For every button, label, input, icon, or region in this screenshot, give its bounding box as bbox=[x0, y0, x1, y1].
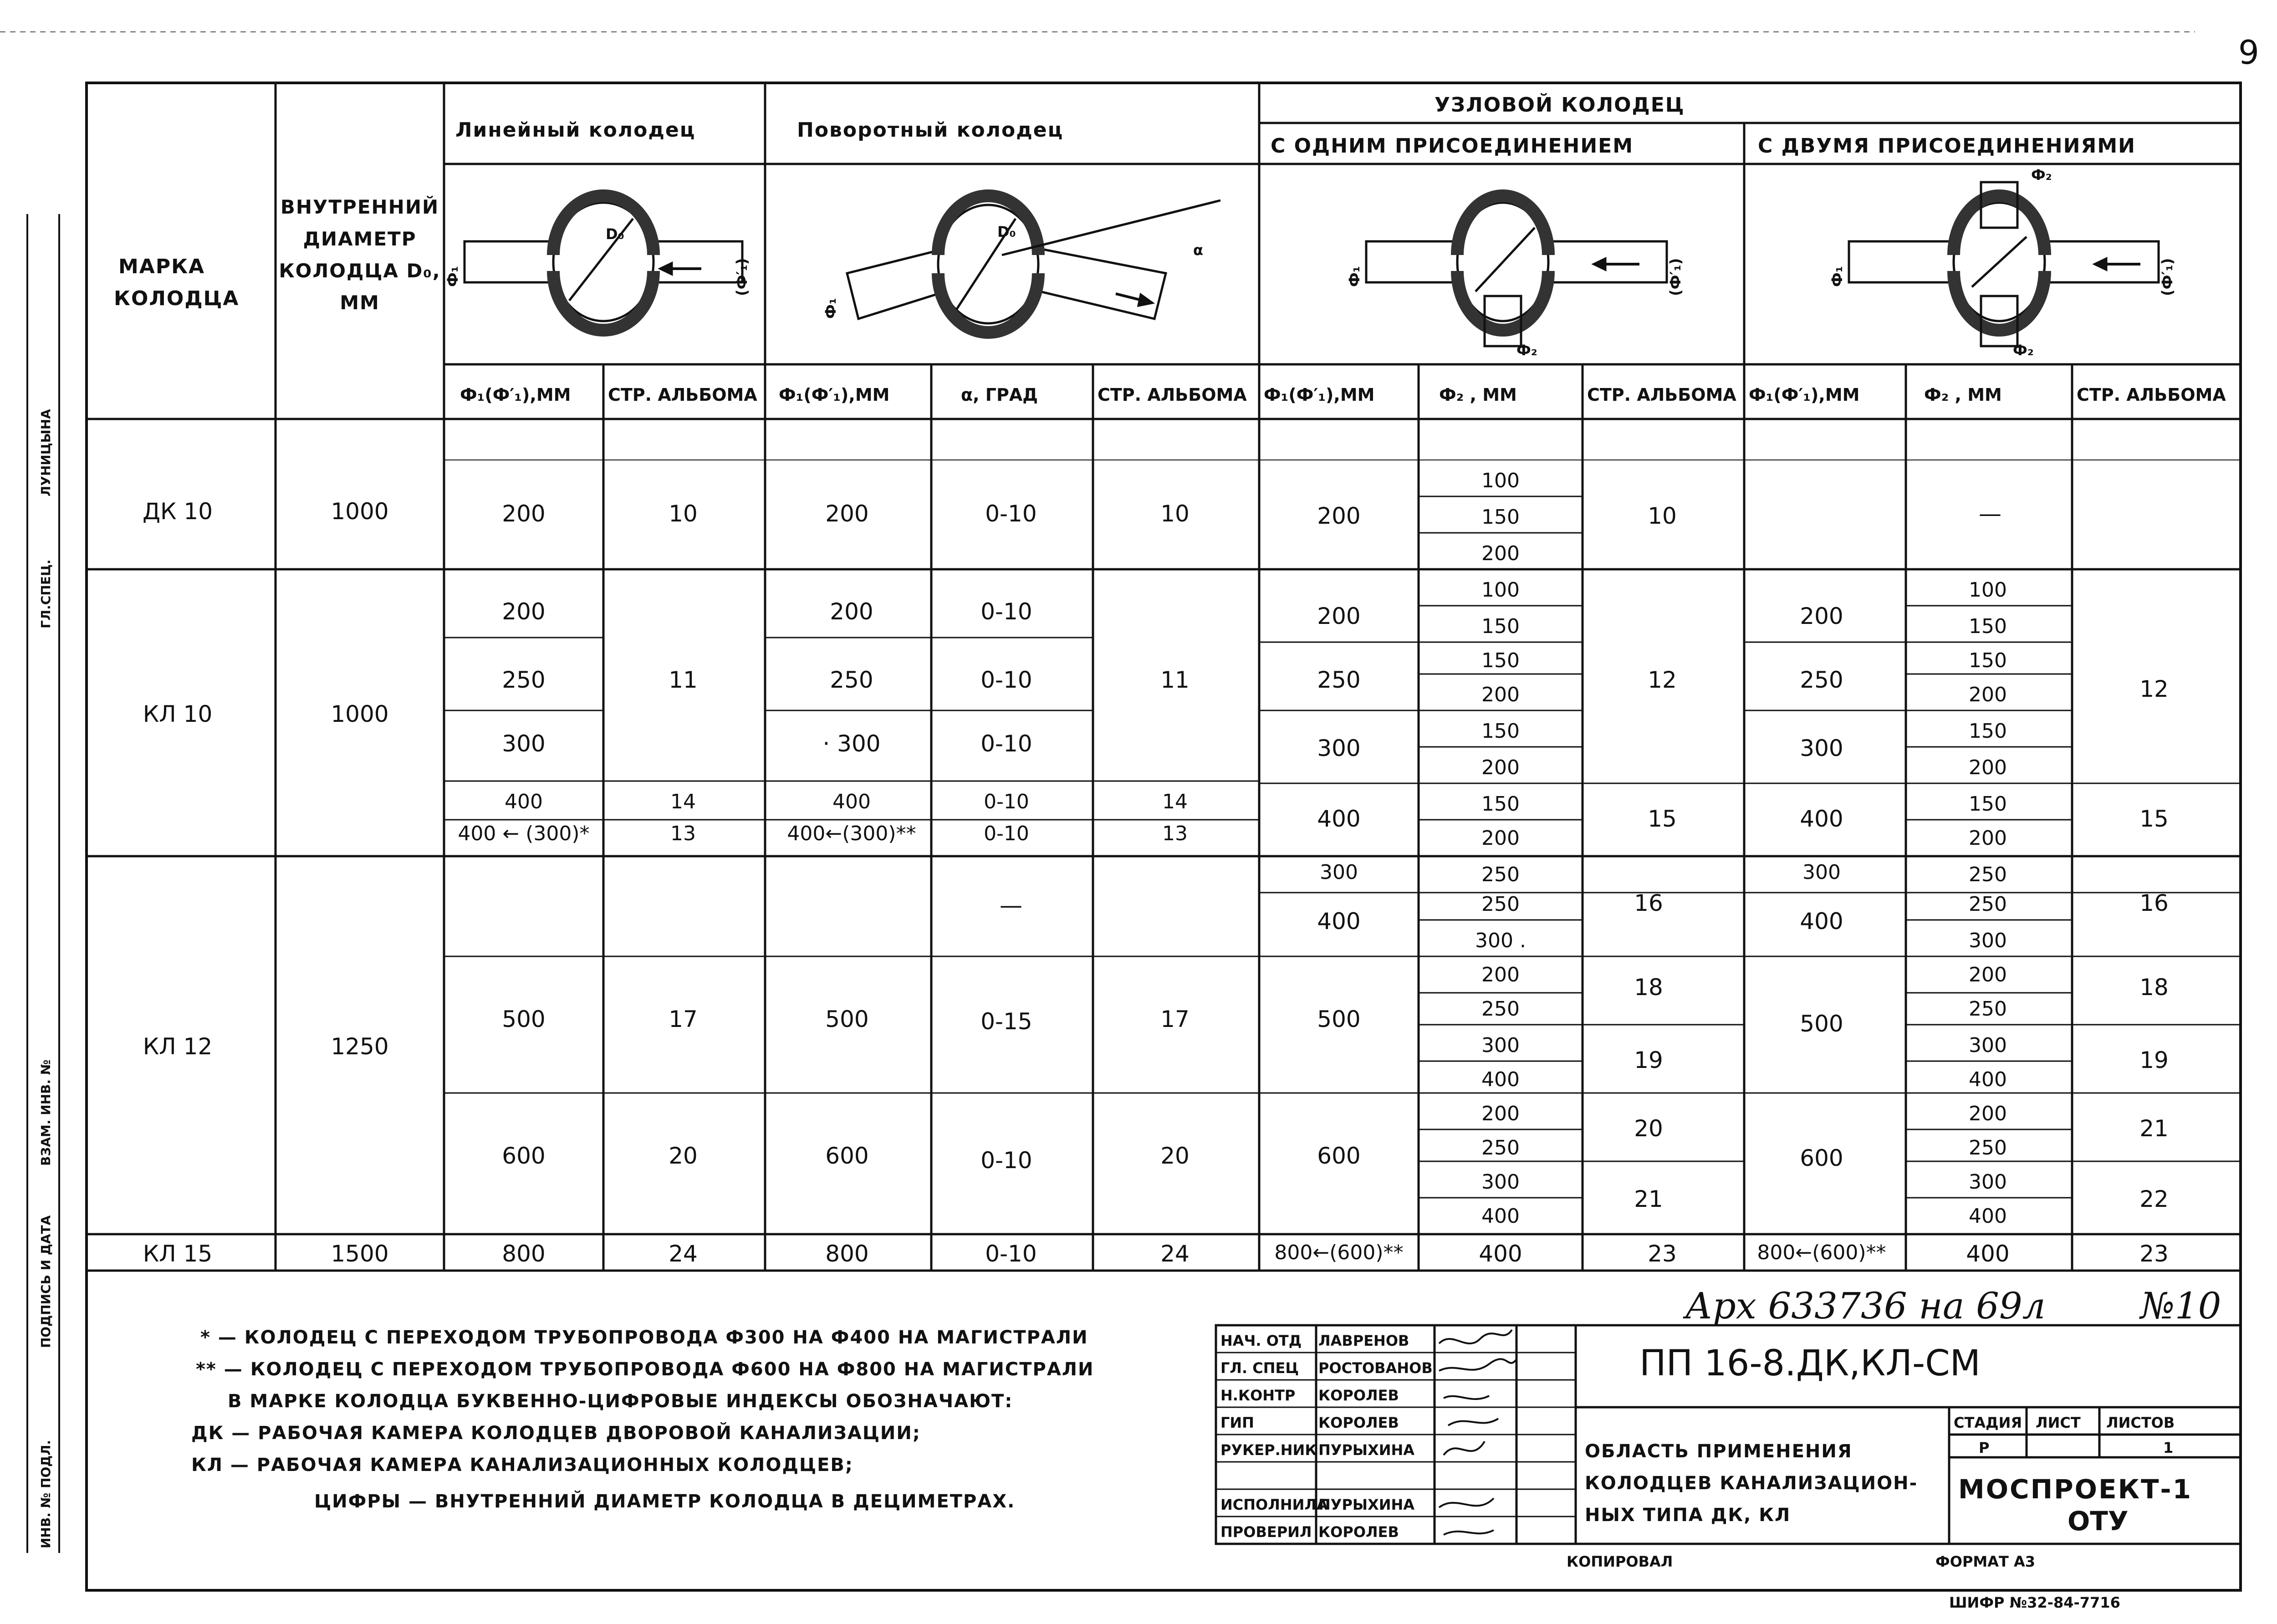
kl10-tur-a1: 0-10 bbox=[980, 598, 1032, 625]
kl12-n1-page-20: 20 bbox=[1634, 1115, 1663, 1142]
sidebar-replace: ВЗАМ. ИНВ. № bbox=[38, 1059, 53, 1166]
stage-value: Р bbox=[1979, 1439, 1990, 1456]
kl12-n2-page-19: 19 bbox=[2139, 1047, 2169, 1073]
note-4: ДК — РАБОЧАЯ КАМЕРА КОЛОДЦЕВ ДВОРОВОЙ КАНАЛИЗАЦИИ; bbox=[191, 1423, 921, 1444]
kl10-n1-200: 200 bbox=[1317, 603, 1361, 629]
stamp-name-1: ЛАВРЕНОВ bbox=[1318, 1332, 1409, 1349]
kl15-tur-page: 24 bbox=[1160, 1241, 1190, 1267]
kl10-tur-250: 250 bbox=[830, 667, 873, 693]
drawing-title-1: ОБЛАСТЬ ПРИМЕНЕНИЯ bbox=[1585, 1441, 1853, 1462]
kl12-n2p2-3: 300 bbox=[1969, 929, 2007, 952]
kl10-n2p2-1: 100 bbox=[1969, 578, 2007, 602]
kl12-n1p2-5: 250 bbox=[1481, 997, 1520, 1021]
dk10-lin-phi: 200 bbox=[502, 500, 546, 527]
kl10-n2-page-15: 15 bbox=[2139, 806, 2169, 832]
kl10-n2p2-5: 150 bbox=[1969, 720, 2007, 743]
kl12-lin-500: 500 bbox=[502, 1006, 546, 1032]
kl12-n2-page-21: 21 bbox=[2139, 1115, 2169, 1142]
archive-number: Арх 633736 на 69л bbox=[1685, 1285, 2046, 1327]
sub-tur-phi: Ф₁(Ф′₁),ММ bbox=[779, 385, 890, 405]
kl15-n2-page: 23 bbox=[2139, 1241, 2169, 1267]
kl10-n1p2-6: 200 bbox=[1481, 756, 1520, 779]
drawing-code: ПП 16-8.ДК,КЛ-СМ bbox=[1639, 1343, 1981, 1384]
kl12-n2p2-1: 250 bbox=[1969, 863, 2007, 886]
stamp-name-5: ПУРЫХИНА bbox=[1318, 1441, 1415, 1459]
kl10-n2p2-3: 150 bbox=[1969, 649, 2007, 672]
kl10-n2-400: 400 bbox=[1800, 806, 1843, 832]
header-node-two: С ДВУМЯ ПРИСОЕДИНЕНИЯМИ bbox=[1758, 134, 2136, 158]
diag-n2-phi2-bottom: Ф₂ bbox=[2013, 342, 2034, 359]
kl12-n1p2-3: 300 . bbox=[1475, 929, 1526, 952]
diag-n1-phi1: Ф₁ bbox=[1346, 266, 1363, 287]
sidebar-name: ЛУНИЦЫНА bbox=[38, 409, 53, 496]
diam-dk10: 1000 bbox=[331, 498, 389, 525]
sub-tur-alpha: α, ГРАД bbox=[961, 385, 1038, 405]
kl12-n2-500: 500 bbox=[1800, 1011, 1843, 1037]
org-dept: ОТУ bbox=[2068, 1506, 2129, 1537]
kl12-n2-400: 400 bbox=[1800, 908, 1843, 935]
stamp-role-2: ГЛ. СПЕЦ bbox=[1220, 1359, 1299, 1377]
diag-tur-phi1: Ф₁ bbox=[822, 298, 839, 319]
kl12-n2p2-4: 200 bbox=[1969, 963, 2007, 986]
kl12-n2p2-6: 300 bbox=[1969, 1034, 2007, 1057]
signature-marks bbox=[1439, 1330, 1516, 1535]
kl12-n2p2-11: 400 bbox=[1969, 1205, 2007, 1228]
kl10-n2p2-6: 200 bbox=[1969, 756, 2007, 779]
title-block bbox=[1216, 1285, 2241, 1611]
kl10-n1-400: 400 bbox=[1317, 806, 1361, 832]
kl10-n2p2-7: 150 bbox=[1969, 792, 2007, 816]
diag-tur-alpha: α bbox=[1193, 241, 1203, 259]
kl10-n2-300: 300 bbox=[1800, 735, 1843, 761]
note-6: ЦИФРЫ — ВНУТРЕННИЙ ДИАМЕТР КОЛОДЦА В ДЕЦИМЕТРАХ. bbox=[314, 1491, 1016, 1512]
drawing-title-2: КОЛОДЦЕВ КАНАЛИЗАЦИОН- bbox=[1585, 1473, 1918, 1494]
kl12-n1p2-2: 250 bbox=[1481, 893, 1520, 916]
copied-label: КОПИРОВАЛ bbox=[1567, 1553, 1673, 1570]
header-node-one: С ОДНИМ ПРИСОЕДИНЕНИЕМ bbox=[1271, 134, 1634, 158]
kl10-n2p2-4: 200 bbox=[1969, 683, 2007, 706]
kl12-n1p2-1: 250 bbox=[1481, 863, 1520, 886]
stamp-role-8: ПРОВЕРИЛ bbox=[1220, 1523, 1312, 1541]
stage-label: СТАДИЯ bbox=[1954, 1414, 2022, 1431]
kl12-tur-500: 500 bbox=[825, 1006, 869, 1032]
kl10-tur-page-13: 13 bbox=[1162, 822, 1188, 845]
kl15-n1-phi1: 800←(600)** bbox=[1274, 1241, 1404, 1264]
kl12-n2p2-7: 400 bbox=[1969, 1068, 2007, 1091]
diag-n2-phi1: Ф₁ bbox=[1828, 266, 1846, 287]
dk10-n2-dash: — bbox=[1979, 500, 2001, 527]
table-body bbox=[143, 469, 2169, 1267]
kl10-n1p2-3: 150 bbox=[1481, 649, 1520, 672]
kl10-n1-250: 250 bbox=[1317, 667, 1361, 693]
kl10-n2-200: 200 bbox=[1800, 603, 1843, 629]
kl15-n2-phi1: 800←(600)** bbox=[1757, 1241, 1886, 1264]
binding-strip bbox=[27, 214, 59, 1553]
kl12-tur-a2: 0-10 bbox=[980, 1147, 1032, 1174]
kl12-n2-page-18: 18 bbox=[2139, 974, 2169, 1001]
note-3: В МАРКЕ КОЛОДЦА БУКВЕННО-ЦИФРОВЫЕ ИНДЕКСЫ ОБОЗНАЧАЮТ: bbox=[228, 1391, 1013, 1412]
kl10-n1p2-5: 150 bbox=[1481, 720, 1520, 743]
stamp-role-3: Н.КОНТР bbox=[1220, 1387, 1296, 1404]
sub-n2-phi1: Ф₁(Ф′₁),ММ bbox=[1749, 385, 1860, 405]
sidebar-inv: ИНВ. № ПОДЛ. bbox=[38, 1440, 53, 1548]
kl12-tur-page-20: 20 bbox=[1160, 1143, 1190, 1169]
dk10-tur-alpha: 0-10 bbox=[985, 500, 1037, 527]
sub-n1-phi1: Ф₁(Ф′₁),ММ bbox=[1264, 385, 1375, 405]
header-mark-1: МАРКА bbox=[118, 255, 205, 278]
stamp-role-4: ГИП bbox=[1220, 1414, 1254, 1431]
header-linear: Линейный колодец bbox=[455, 118, 696, 142]
header-diameter-box bbox=[278, 191, 442, 364]
kl10-tur-a4: 0-10 bbox=[984, 790, 1029, 813]
mark-kl12: КЛ 12 bbox=[143, 1033, 213, 1060]
diag-n1-phi2: Ф₂ bbox=[1516, 342, 1537, 359]
stamp-role-7: ИСПОЛНИЛА bbox=[1220, 1496, 1328, 1513]
dk10-tur-phi: 200 bbox=[825, 500, 869, 527]
note-2: ** — КОЛОДЕЦ С ПЕРЕХОДОМ ТРУБОПРОВОДА Ф600 НА Ф800 НА МАГИСТРАЛИ bbox=[196, 1359, 1094, 1380]
kl12-n1p2-11: 400 bbox=[1481, 1205, 1520, 1228]
kl10-tur-a3: 0-10 bbox=[980, 730, 1032, 757]
diag-lin-phi1p: (Ф′₁) bbox=[733, 258, 750, 296]
kl10-lin-page-13: 13 bbox=[670, 822, 696, 845]
dk10-n1-phi1: 200 bbox=[1317, 503, 1361, 529]
page-number: 9 bbox=[2238, 33, 2259, 71]
kl10-tur-300: · 300 bbox=[822, 730, 881, 757]
diag-n2-phi2-top: Ф₂ bbox=[2031, 166, 2052, 184]
diam-kl15: 1500 bbox=[331, 1241, 389, 1267]
sheet-number-handwritten: №10 bbox=[2140, 1285, 2221, 1327]
sheet-label: ЛИСТ bbox=[2036, 1414, 2081, 1431]
dk10-n1-phi2-a: 100 bbox=[1481, 469, 1520, 492]
sidebar-glspec: ГЛ.СПЕЦ. bbox=[38, 559, 53, 628]
header-node: УЗЛОВОЙ КОЛОДЕЦ bbox=[1435, 93, 1685, 117]
kl12-tur-600: 600 bbox=[825, 1143, 869, 1169]
kl10-tur-a5: 0-10 bbox=[984, 822, 1029, 845]
org-name: МОСПРОЕКТ-1 bbox=[1958, 1474, 2192, 1505]
node-one-diagram bbox=[1346, 196, 1684, 359]
dk10-n1-page: 10 bbox=[1648, 503, 1677, 529]
kl10-n1p2-1: 100 bbox=[1481, 578, 1520, 602]
stamp-name-7: ПУРЫХИНА bbox=[1318, 1496, 1415, 1513]
note-1: * — КОЛОДЕЦ С ПЕРЕХОДОМ ТРУБОПРОВОДА Ф300 НА Ф400 НА МАГИСТРАЛИ bbox=[200, 1327, 1088, 1348]
diag-n2-phi1p: (Ф′₁) bbox=[2159, 258, 2176, 296]
kl10-n1p2-8: 200 bbox=[1481, 827, 1520, 850]
kl12-n2p2-5: 250 bbox=[1969, 997, 2007, 1021]
kl12-n1p2-9: 250 bbox=[1481, 1136, 1520, 1159]
kl12-lin-page-20: 20 bbox=[669, 1143, 698, 1169]
diam-kl12: 1250 bbox=[331, 1033, 389, 1060]
diam-kl10: 1000 bbox=[331, 701, 389, 727]
stamp-role-5: РУКЕР.НИК bbox=[1220, 1441, 1317, 1459]
header-mark-2: КОЛОДЦА bbox=[114, 287, 240, 310]
kl10-n2-250: 250 bbox=[1800, 667, 1843, 693]
note-5: КЛ — РАБОЧАЯ КАМЕРА КАНАЛИЗАЦИОННЫХ КОЛОДЦЕВ; bbox=[191, 1455, 853, 1476]
kl10-n2-page-12: 12 bbox=[2139, 676, 2169, 702]
node-two-diagram bbox=[1828, 166, 2176, 359]
kl12-n2-page-22: 22 bbox=[2139, 1186, 2169, 1212]
kl12-n1p2-10: 300 bbox=[1481, 1170, 1520, 1194]
kl10-lin-300: 300 bbox=[502, 730, 546, 757]
dk10-n1-phi2-c: 200 bbox=[1481, 542, 1520, 565]
mark-kl15: КЛ 15 bbox=[143, 1241, 213, 1267]
kl10-n1p2-2: 150 bbox=[1481, 615, 1520, 638]
kl12-n1-400: 400 bbox=[1317, 908, 1361, 935]
kl12-n2p2-8: 200 bbox=[1969, 1102, 2007, 1125]
kl12-n1p2-4: 200 bbox=[1481, 963, 1520, 986]
kl10-tur-page-11: 11 bbox=[1160, 667, 1190, 693]
kl10-n1-page-12: 12 bbox=[1648, 667, 1677, 693]
stamp-name-3: КОРОЛЕВ bbox=[1318, 1387, 1399, 1404]
kl12-n2-600: 600 bbox=[1800, 1145, 1843, 1171]
dk10-tur-page: 10 bbox=[1160, 500, 1190, 527]
kl12-tur-a1: 0-15 bbox=[980, 1008, 1032, 1035]
kl10-n2p2-8: 200 bbox=[1969, 827, 2007, 850]
kl10-lin-special: 400 ← (300)* bbox=[458, 822, 590, 845]
kl15-n1-phi2: 400 bbox=[1479, 1241, 1522, 1267]
sub-n1-phi2: Ф₂ , ММ bbox=[1439, 385, 1517, 405]
kl12-lin-page-17: 17 bbox=[669, 1006, 698, 1032]
sub-n2-page: СТР. АЛЬБОМА bbox=[2077, 385, 2226, 405]
stamp-name-4: КОРОЛЕВ bbox=[1318, 1414, 1399, 1431]
notes bbox=[191, 1327, 1094, 1512]
header-turning: Поворотный колодец bbox=[797, 118, 1064, 142]
kl10-lin-page-14: 14 bbox=[670, 790, 696, 813]
diag-n1-phi1p: (Ф′₁) bbox=[1667, 258, 1684, 296]
kl12-n2p2-9: 250 bbox=[1969, 1136, 2007, 1159]
sheets-label: ЛИСТОВ bbox=[2106, 1414, 2175, 1431]
kl12-n1p2-6: 300 bbox=[1481, 1034, 1520, 1057]
kl10-n1-page-15: 15 bbox=[1648, 806, 1677, 832]
kl10-tur-200: 200 bbox=[830, 598, 873, 625]
kl15-n1-page: 23 bbox=[1648, 1241, 1677, 1267]
kl10-lin-200: 200 bbox=[502, 598, 546, 625]
kl10-n1p2-7: 150 bbox=[1481, 792, 1520, 816]
kl15-n2-phi2: 400 bbox=[1966, 1241, 2010, 1267]
kl10-n1-300: 300 bbox=[1317, 735, 1361, 761]
kl15-tur-phi: 800 bbox=[825, 1241, 869, 1267]
kl10-tur-page-14: 14 bbox=[1162, 790, 1188, 813]
header-diameter: ВНУТРЕННИЙ ДИАМЕТР КОЛОДЦА D₀, ММ bbox=[279, 196, 441, 314]
kl10-lin-400: 400 bbox=[505, 790, 543, 813]
kl12-n1p2-7: 400 bbox=[1481, 1068, 1520, 1091]
dk10-n1-phi2-b: 150 bbox=[1481, 506, 1520, 529]
sub-n1-page: СТР. АЛЬБОМА bbox=[1587, 385, 1736, 405]
sheets-value: 1 bbox=[2163, 1439, 2174, 1456]
sub-n2-phi2: Ф₂ , ММ bbox=[1924, 385, 2002, 405]
mark-dk10: ДК 10 bbox=[142, 498, 213, 525]
kl12-n2-300: 300 bbox=[1802, 861, 1841, 884]
kl12-n1-500: 500 bbox=[1317, 1006, 1361, 1032]
diag-lin-d0: D₀ bbox=[606, 225, 624, 243]
cipher-label: ШИФР №32-84-7716 bbox=[1949, 1594, 2120, 1611]
kl10-lin-page-11: 11 bbox=[669, 667, 698, 693]
kl12-n1-page-16: 16 bbox=[1634, 890, 1663, 916]
diag-lin-phi1: Ф₁ bbox=[444, 266, 461, 287]
kl12-n1-600: 600 bbox=[1317, 1143, 1361, 1169]
kl12-n1p2-8: 200 bbox=[1481, 1102, 1520, 1125]
kl12-tur-dash: — bbox=[1000, 892, 1022, 919]
kl12-n1-300: 300 bbox=[1320, 861, 1358, 884]
kl10-tur-400: 400 bbox=[832, 790, 871, 813]
kl12-n1-page-21: 21 bbox=[1634, 1186, 1663, 1212]
kl12-tur-page-17: 17 bbox=[1160, 1006, 1190, 1032]
kl10-n2p2-2: 150 bbox=[1969, 615, 2007, 638]
kl12-n1-page-18: 18 bbox=[1634, 974, 1663, 1001]
drawing-title-3: НЫХ ТИПА ДК, КЛ bbox=[1585, 1505, 1791, 1526]
diag-tur-d0: D₀ bbox=[997, 223, 1016, 240]
mark-kl10: КЛ 10 bbox=[143, 701, 213, 727]
kl15-lin-page: 24 bbox=[669, 1241, 698, 1267]
kl10-tur-special: 400←(300)** bbox=[787, 822, 916, 845]
format-label: ФОРМАТ А3 bbox=[1935, 1553, 2035, 1570]
kl15-lin-phi: 800 bbox=[502, 1241, 546, 1267]
kl12-n1-page-19: 19 bbox=[1634, 1047, 1663, 1073]
dk10-lin-page: 10 bbox=[669, 500, 698, 527]
kl12-lin-600: 600 bbox=[502, 1143, 546, 1169]
kl15-tur-alpha: 0-10 bbox=[985, 1241, 1037, 1267]
turning-well-diagram bbox=[822, 196, 1220, 332]
kl10-n1p2-4: 200 bbox=[1481, 683, 1520, 706]
kl12-n2p2-10: 300 bbox=[1969, 1170, 2007, 1194]
sub-tur-page: СТР. АЛЬБОМА bbox=[1098, 385, 1247, 405]
kl10-lin-250: 250 bbox=[502, 667, 546, 693]
kl12-n2p2-2: 250 bbox=[1969, 893, 2007, 916]
sub-lin-phi: Ф₁(Ф′₁),ММ bbox=[460, 385, 571, 405]
stamp-name-8: КОРОЛЕВ bbox=[1318, 1523, 1399, 1541]
sub-lin-page: СТР. АЛЬБОМА bbox=[608, 385, 757, 405]
linear-well-diagram bbox=[444, 196, 750, 330]
kl12-n2-page-16: 16 bbox=[2139, 890, 2169, 916]
stamp-role-1: НАЧ. ОТД bbox=[1220, 1332, 1302, 1349]
kl10-tur-a2: 0-10 bbox=[980, 667, 1032, 693]
stamp-name-2: РОСТОВАНОВ bbox=[1318, 1359, 1433, 1377]
sidebar-sign: ПОДПИСЬ И ДАТА bbox=[38, 1215, 53, 1348]
